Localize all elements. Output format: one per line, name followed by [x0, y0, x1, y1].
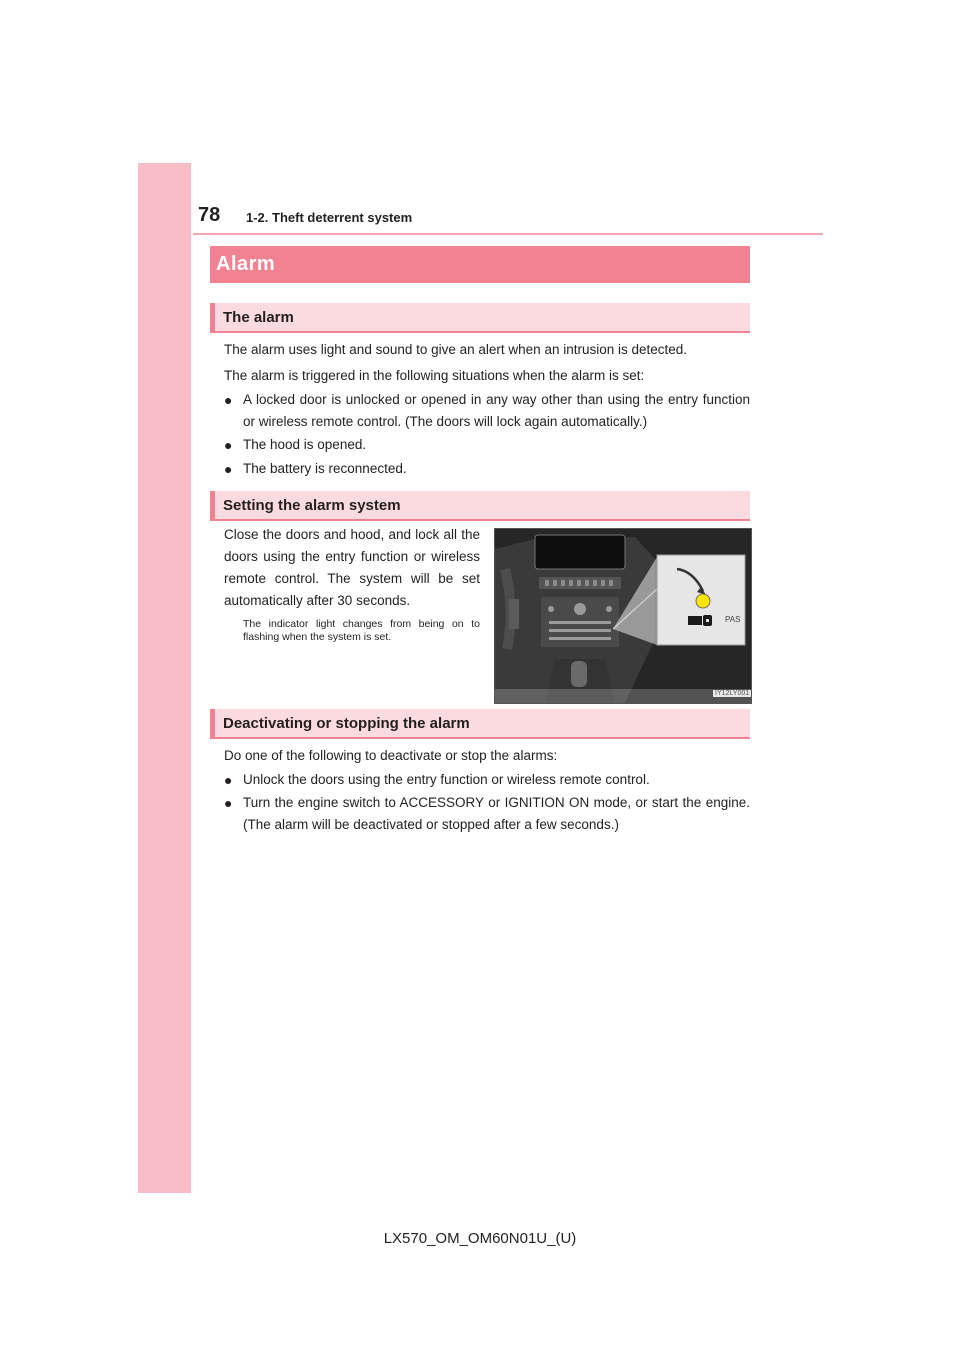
the-alarm-heading-bar: [210, 303, 750, 333]
bullet-icon: ●: [224, 461, 233, 477]
bullet-icon: ●: [224, 795, 233, 811]
section-breadcrumb: 1-2. Theft deterrent system: [246, 210, 413, 225]
deactivating-heading-bar: [210, 709, 750, 739]
bullet-icon: ●: [224, 772, 233, 788]
alarm-trigger-text: The alarm is triggered in the following situations when the alarm is set:: [224, 368, 645, 383]
page-title: Alarm: [216, 253, 276, 275]
bullet-icon: ●: [224, 392, 233, 408]
setting-heading-bar: [210, 491, 750, 521]
list-item: [224, 769, 750, 791]
bullet-icon: ●: [224, 437, 233, 453]
page-number: 78: [198, 204, 221, 226]
list-item: [224, 458, 750, 480]
bullet-text: The hood is opened.: [243, 437, 367, 452]
header-divider: [193, 233, 823, 235]
inset-label: PAS: [725, 615, 741, 624]
page-title-bar: [210, 246, 750, 283]
setting-heading: Setting the alarm system: [223, 497, 401, 514]
the-alarm-heading: The alarm: [223, 309, 294, 326]
bullet-text: Unlock the doors using the entry function or wireless remote control.: [243, 772, 650, 787]
deactivating-heading: Deactivating or stopping the alarm: [223, 715, 470, 732]
figure-caption: The indicator light changes from being on to flashing when the system is set.: [243, 618, 480, 643]
document-footer: LX570_OM_OM60N01U_(U): [383, 1230, 577, 1247]
deactivating-intro-text: Do one of the following to deactivate or stop the alarms:: [224, 748, 558, 763]
bullet-text: The battery is reconnected.: [243, 461, 407, 476]
list-item: [224, 389, 750, 433]
bullet-text: A locked door is unlocked or opened in any way other than using the entry function or wireless remote control. (The doors will lock again automatically.): [243, 392, 750, 429]
dashboard-illustration: [494, 528, 752, 704]
list-item: [224, 434, 750, 456]
dashboard-drawing: [495, 529, 751, 703]
figure-code: IY12LY001: [715, 690, 750, 697]
list-item: [224, 792, 750, 836]
side-tab-bar: [138, 163, 191, 1193]
setting-instructions: Close the doors and hood, and lock all the doors using the entry function or wireless remote control. The system will be set automatically after 30 seconds.: [224, 527, 480, 608]
alarm-intro-text: The alarm uses light and sound to give an alert when an intrusion is detected.: [224, 342, 688, 357]
bullet-text: Turn the engine switch to ACCESSORY or IGNITION ON mode, or start the engine. (The alarm will be deactivated or stopped after a few seconds.): [243, 795, 750, 832]
